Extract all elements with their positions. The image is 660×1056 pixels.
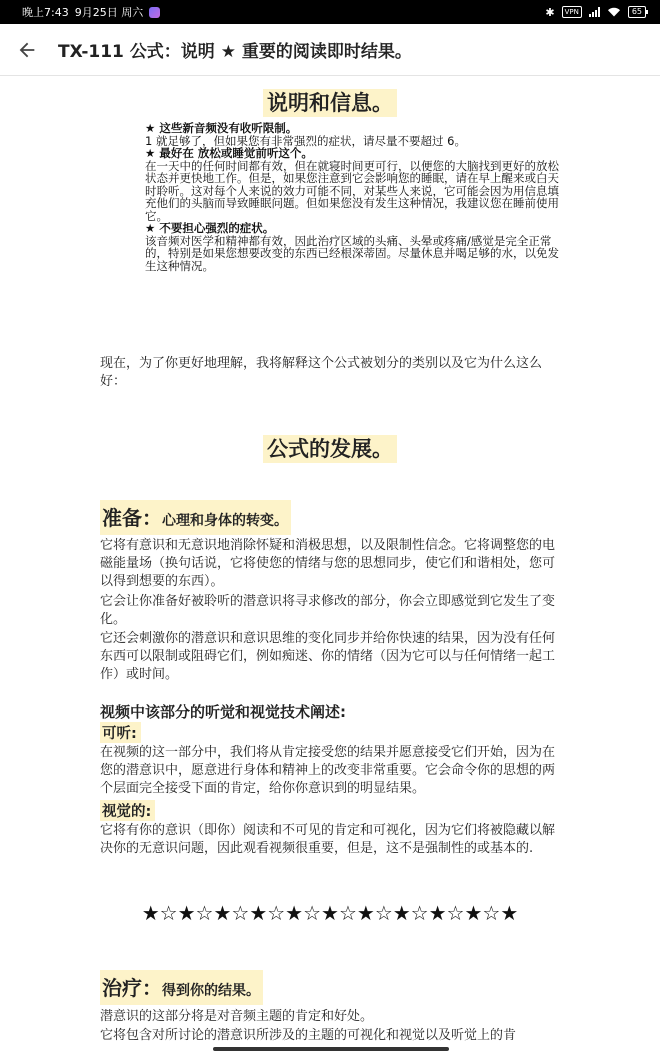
status-time: 晚上7:43: [22, 6, 69, 19]
visual-paragraph: 它将有你的意识（即你）阅读和不可见的肯定和可视化，因为它们将被隐藏以解决你的无意识问题，因此观看视频很重要，但是，这不是强制性的或基本的.: [100, 823, 556, 856]
section-heading-info: [0, 87, 660, 117]
signal-icon: [589, 7, 600, 17]
wifi-icon: [607, 7, 621, 17]
intro-paragraph: 现在，为了你更好地理解，我将解释这个公式被划分的类别以及它为什么这么好：: [100, 356, 543, 389]
prep-subtitle: 心理和身体的转变。: [162, 513, 288, 529]
battery-icon: 65: [628, 6, 646, 18]
note-heading: ★ 不要担心强烈的症状。: [145, 221, 275, 235]
back-arrow-icon[interactable]: [16, 39, 38, 61]
app-notification-icon: [149, 7, 160, 18]
info-notes: [145, 122, 565, 272]
section-heading-info-text: 说明和信息。: [263, 89, 397, 117]
treatment-heading: [100, 970, 263, 1005]
note-text: 1 就足够了，但如果您有非常强烈的症状，请尽量不要超过 6。: [145, 133, 466, 148]
bluetooth-icon: ✱: [545, 5, 555, 19]
treatment-paragraph-1: 潜意识的这部分将是对音频主题的肯定和好处。: [100, 1009, 374, 1024]
visual-heading: 视觉的:: [100, 800, 155, 821]
page-title: TX-111 公式：说明 ★ 重要的阅读即时结果。: [58, 42, 412, 62]
prep-heading: [100, 500, 291, 535]
prep-paragraph-1: 它将有意识和无意识地消除怀疑和消极思想，以及限制性信念。它将调整您的电磁能量场（换句话说，它将使您的情绪与您的思想同步，使它们和谐相处，您可以得到想要的东西）。: [100, 538, 556, 589]
treatment-title: 治疗：: [102, 976, 162, 1000]
prep-paragraph-2: 它会让你准备好被聆听的潜意识将寻求修改的部分，你会立即感觉到它发生了变化。: [100, 594, 556, 627]
note-heading: ★ 这些新音频没有收听限制。: [145, 121, 298, 135]
audible-paragraph: 在视频的这一部分中，我们将从肯定接受您的结果并愿意接受它们开始，因为在您的潜意识中，愿意进行身体和精神上的改变非常重要。它会命令你的思想的两个层面完全接受下面的肯定，给你你意识到的明显结果。: [100, 745, 556, 796]
note-heading: ★ 最好在 放松或睡觉前听这个。: [145, 146, 313, 160]
vpn-icon: VPN: [562, 6, 582, 18]
section-heading-development-text: 公式的发展。: [263, 435, 397, 463]
audible-heading: 可听:: [100, 722, 141, 743]
status-date: 9月25日 周六: [74, 6, 144, 19]
app-bar: [0, 24, 660, 76]
article-content[interactable]: [0, 77, 660, 1056]
status-bar: [0, 0, 660, 24]
treatment-subtitle: 得到你的结果。: [162, 983, 260, 999]
note-text: 该音频对医学和精神都有效，因此治疗区域的头痛、头晕或疼痛/感觉是完全正常的，特别是如果您想要改变的东西已经根深蒂固。尽量休息并喝足够的水，以免发生这种情况。: [145, 233, 559, 273]
av-techniques-heading: 视频中该部分的听觉和视觉技术阐述:: [100, 703, 347, 721]
treatment-paragraph-2: 它将包含对所讨论的潜意识所涉及的主题的可视化和视觉以及听觉上的肯: [100, 1028, 517, 1043]
prep-paragraph-3: 它还会刺激你的潜意识和意识思维的变化同步并给你快速的结果，因为没有任何东西可以限制或阻碍它们，例如痴迷、你的情绪（因为它可以与任何情绪一起工作）或时间。: [100, 631, 556, 682]
note-text: 在一天中的任何时间都有效，但在就寝时间更可行，以便您的大脑找到更好的放松状态并更快地工作。但是，如果您注意到它会影响您的睡眠，请在早上醒来或白天时聆听。这对每个人来说的效力可能不同，对某些人来说，它可能会因为用信息填充他们的头脑而导致睡眠问题。但如果您没有发生这种情况，我建议您在睡前使用它。: [145, 158, 559, 223]
section-heading-development: [0, 433, 660, 463]
gesture-navigation-bar[interactable]: [213, 1047, 449, 1051]
prep-title: 准备：: [102, 506, 162, 530]
star-divider: ★☆★☆★☆★☆★☆★☆★☆★☆★☆★☆★: [141, 901, 519, 925]
